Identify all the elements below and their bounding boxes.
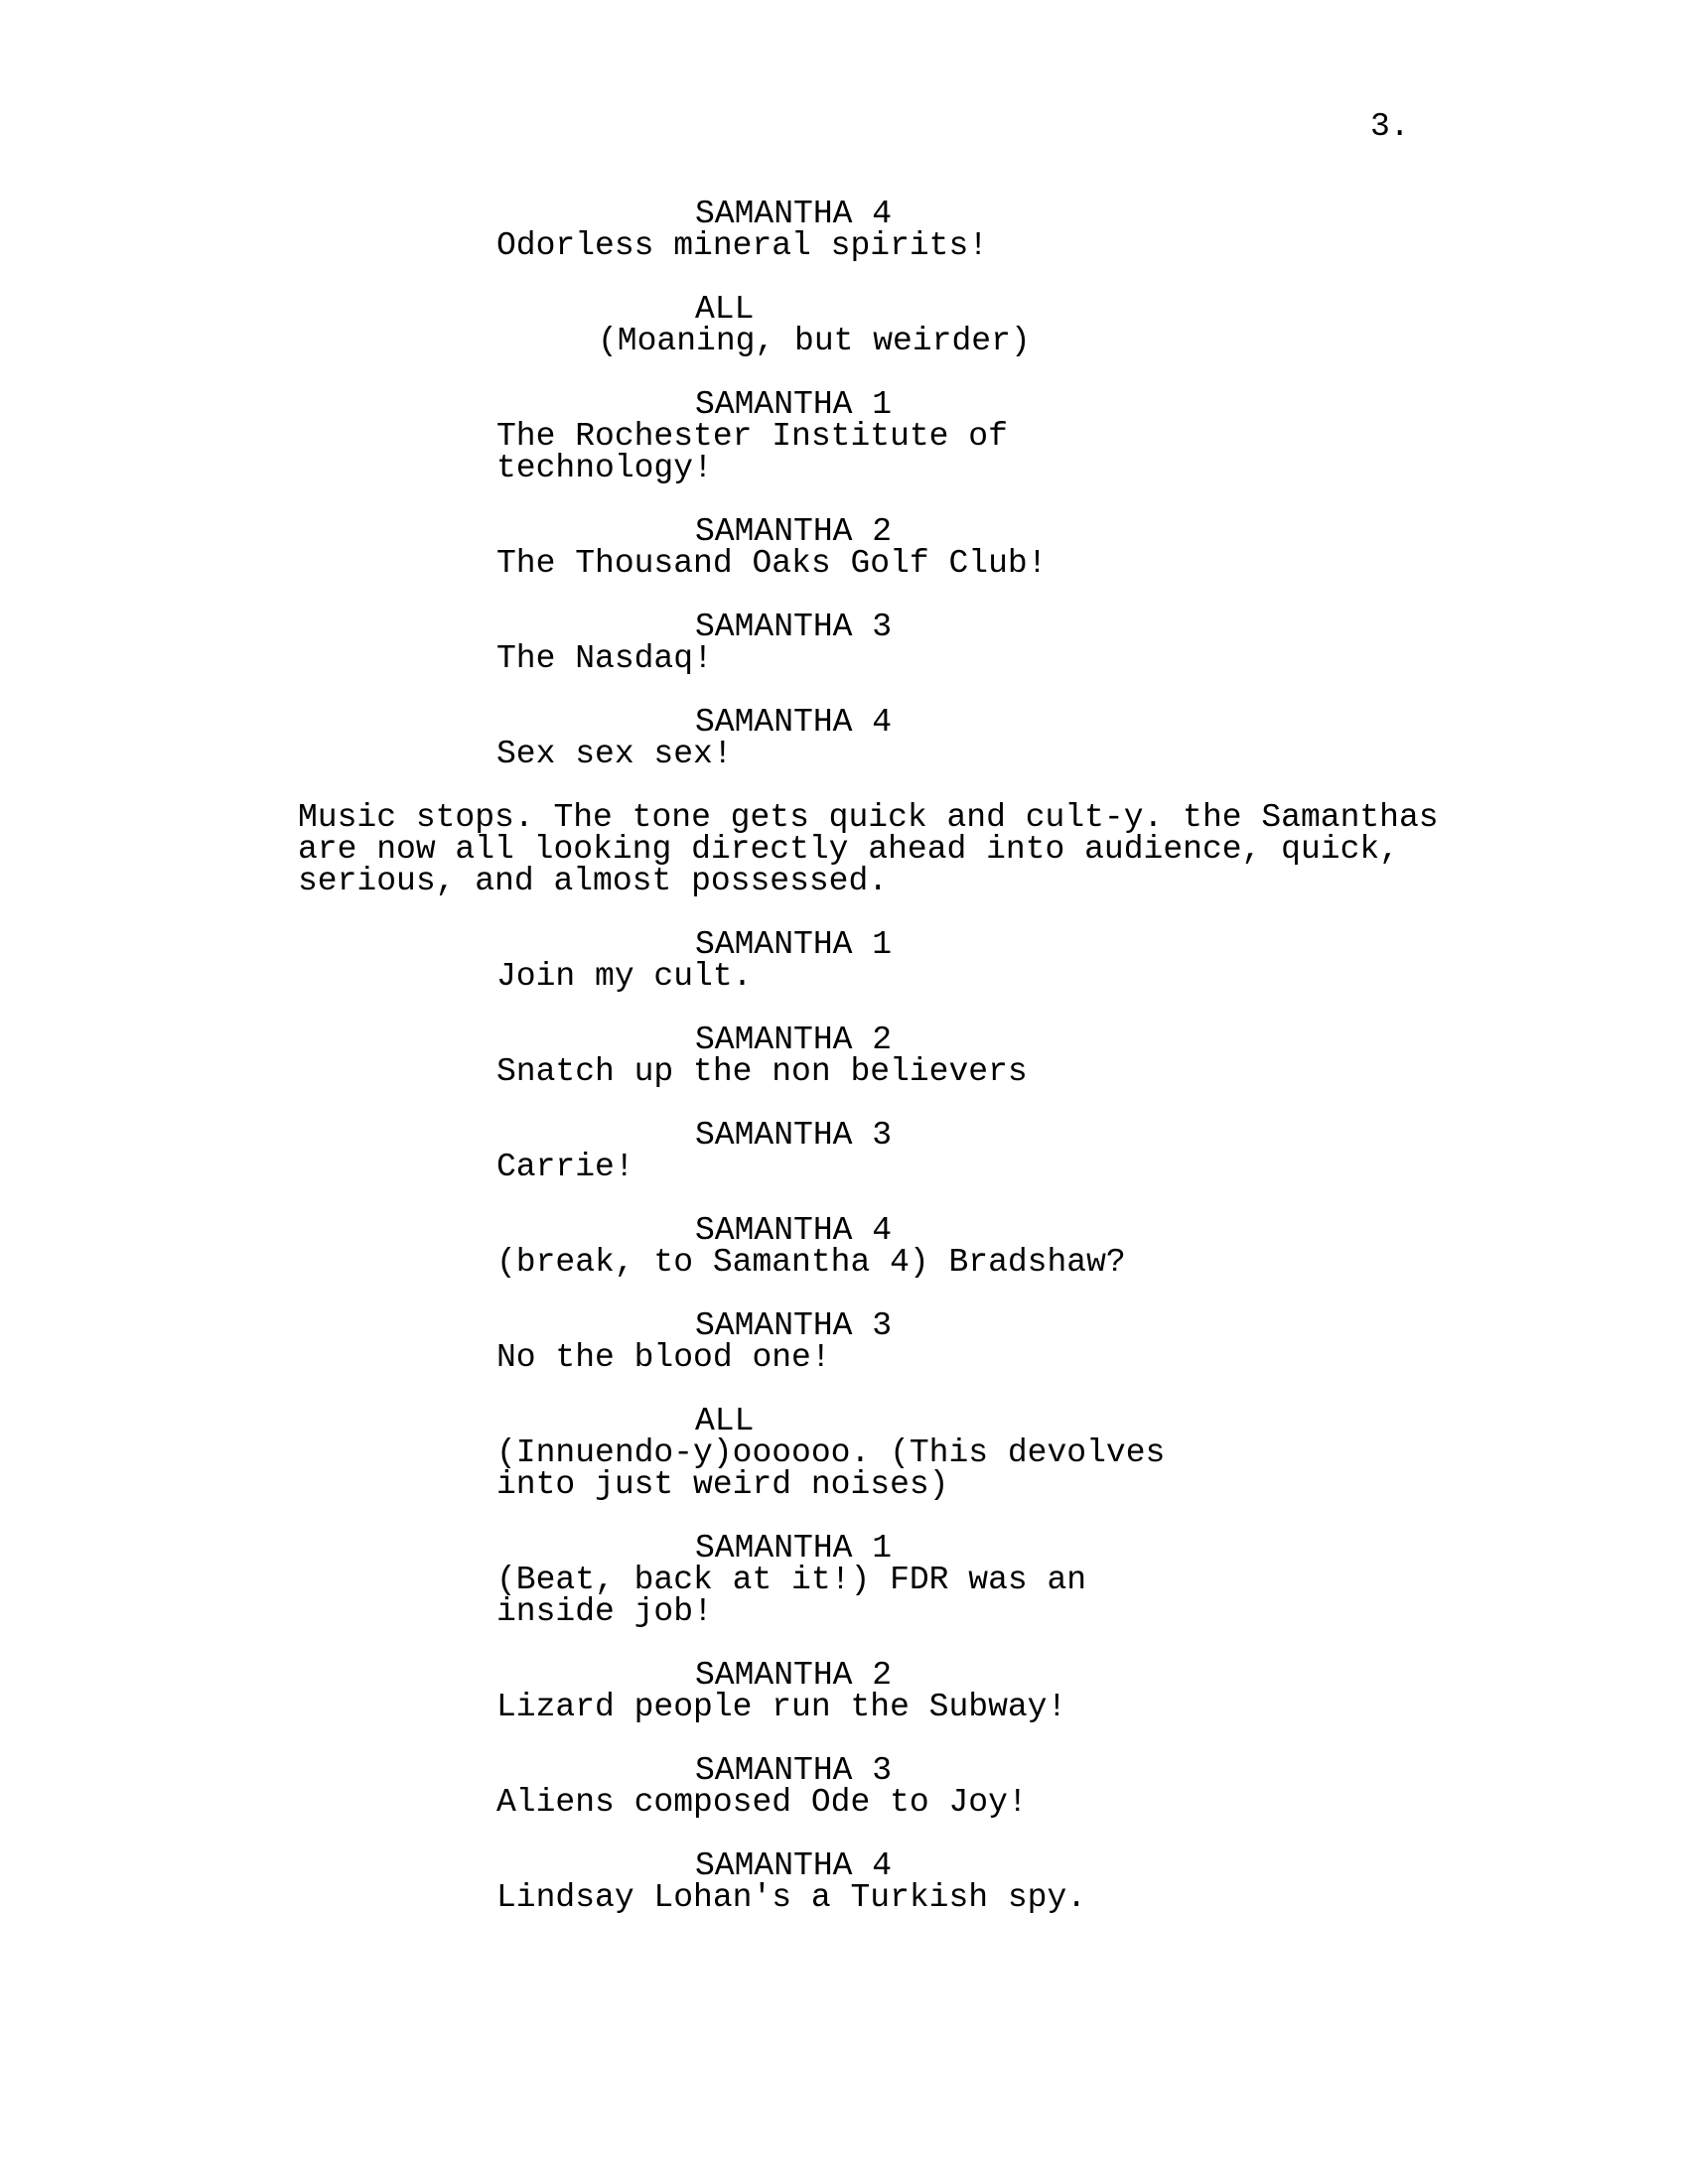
character-name: SAMANTHA 3 [695,1117,893,1154]
character-name: ALL [695,291,755,328]
dialogue-line: Lizard people run the Subway! [496,1689,1067,1725]
action-line: Music stops. The tone gets quick and cult-y. the Samanthas [298,799,1439,836]
dialogue-line: into just weird noises) [496,1466,949,1503]
character-name: SAMANTHA 4 [695,1847,893,1884]
dialogue-line: Join my cult. [496,958,753,995]
dialogue-line: Lindsay Lohan's a Turkish spy. [496,1879,1087,1916]
dialogue-line: (break, to Samantha 4) Bradshaw? [496,1244,1126,1281]
dialogue-line: (Innuendo-y)oooooo. (This devolves [496,1434,1166,1471]
character-name: SAMANTHA 2 [695,513,893,550]
dialogue-block [0,1752,1688,1821]
dialogue-block [0,1847,1688,1916]
character-name: SAMANTHA 3 [695,609,893,645]
dialogue-block [0,609,1688,677]
character-name: SAMANTHA 2 [695,1022,893,1058]
dialogue-block [0,1024,1688,1088]
dialogue-block [0,513,1688,582]
dialogue-block [0,1530,1688,1630]
character-name: SAMANTHA 1 [695,926,893,963]
parenthetical: (Moaning, but weirder) [598,323,1031,359]
dialogue-block [0,291,1688,359]
dialogue-block [0,1403,1688,1503]
character-name: SAMANTHA 4 [695,1212,893,1249]
dialogue-block [0,704,1688,772]
character-name: SAMANTHA 4 [695,196,893,232]
dialogue-line: The Nasdaq! [496,640,713,677]
action-line: serious, and almost possessed. [298,863,889,899]
dialogue-block [0,196,1688,264]
dialogue-line: No the blood one! [496,1339,831,1376]
dialogue-line: technology! [496,450,713,486]
character-name: SAMANTHA 1 [695,386,893,423]
dialogue-block [0,1307,1688,1376]
dialogue-line: (Beat, back at it!) FDR was an [496,1562,1087,1598]
page-number: 3. [1370,108,1410,145]
script-body [0,196,1688,1946]
dialogue-line: The Thousand Oaks Golf Club! [496,545,1048,582]
dialogue-line: Aliens composed Ode to Joy! [496,1784,1028,1821]
dialogue-line: inside job! [496,1593,713,1630]
character-name: SAMANTHA 3 [695,1752,893,1789]
character-name: SAMANTHA 3 [695,1307,893,1344]
character-name: ALL [695,1403,755,1439]
dialogue-block [0,926,1688,995]
action-block [0,799,1688,899]
dialogue-line: Snatch up the non believers [496,1053,1028,1090]
dialogue-block [0,1657,1688,1725]
dialogue-line: The Rochester Institute of [496,418,1008,455]
dialogue-block [0,386,1688,486]
character-name: SAMANTHA 1 [695,1530,893,1567]
dialogue-block [0,1117,1688,1185]
dialogue-line: Sex sex sex! [496,736,733,772]
dialogue-block [0,1212,1688,1281]
dialogue-line: Carrie! [496,1149,634,1185]
character-name: SAMANTHA 4 [695,704,893,741]
character-name: SAMANTHA 2 [695,1657,893,1694]
dialogue-line: Odorless mineral spirits! [496,227,989,264]
action-line: are now all looking directly ahead into audience, quick, [298,831,1399,868]
